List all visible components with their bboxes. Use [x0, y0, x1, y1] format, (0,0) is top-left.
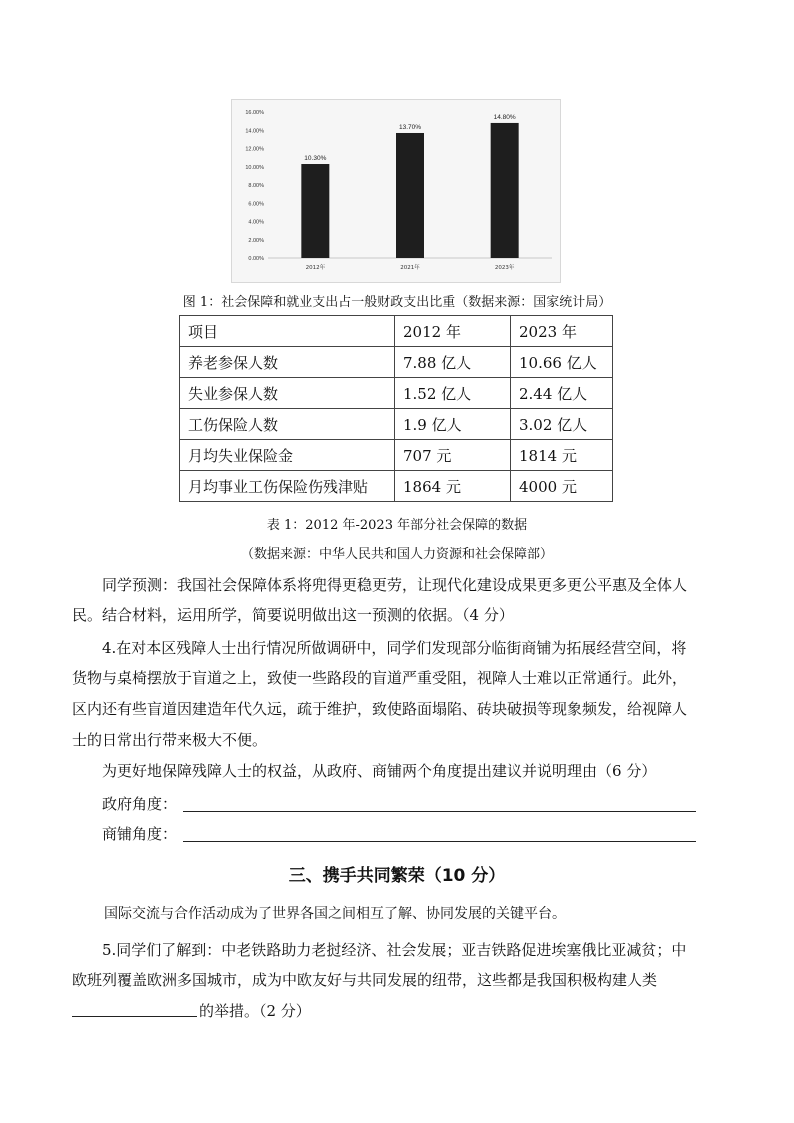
y-tick-label: 8.00%	[248, 183, 264, 189]
table-cell: 1.52 亿人	[395, 378, 511, 409]
table-row	[180, 471, 613, 502]
table-cell: 失业参保人数	[180, 378, 395, 409]
social-security-table	[179, 315, 613, 502]
table-cell: 1814 元	[511, 440, 613, 471]
bar	[491, 123, 519, 258]
table-source: （数据来源：中华人民共和国人力资源和社会保障部）	[240, 547, 553, 562]
y-tick-label: 14.00%	[245, 128, 264, 135]
table-cell: 707 元	[395, 440, 511, 471]
x-tick-label: 2023年	[494, 265, 515, 271]
bar	[301, 164, 329, 258]
x-tick-label: 2012年	[305, 265, 326, 271]
y-tick-label: 12.00%	[245, 146, 264, 153]
q3-line-1: 同学预测：我国社会保障体系将兜得更稳更劳，让现代化建设成果更多更公平惠及全体人	[102, 576, 688, 594]
table-row	[180, 378, 613, 409]
chart-canvas	[232, 100, 560, 282]
q4-line-2: 货物与桌椅摆放于盲道之上，致使一些路段的盲道严重受阻，视障人士难以正常通行。此外，	[72, 669, 688, 687]
y-tick-label: 2.00%	[248, 237, 264, 244]
table-header-cell: 2023 年	[511, 316, 613, 347]
table-row	[180, 409, 613, 440]
x-tick-label: 2021年	[400, 265, 420, 271]
y-tick-label: 16.00%	[245, 110, 264, 116]
table-header-row	[180, 316, 613, 347]
y-tick-label: 0.00%	[248, 256, 264, 262]
table-header-cell: 2012 年	[395, 316, 511, 347]
section-3-title: 三、携手共同繁荣（10 分）	[288, 866, 506, 886]
q5-answer-blank[interactable]	[72, 1016, 197, 1017]
bar	[396, 133, 424, 258]
table-row	[180, 347, 613, 378]
q5-line-3: 的举措。（2 分）	[199, 1002, 311, 1020]
shop-answer-line[interactable]	[183, 841, 696, 842]
shop-answer-label: 商铺角度：	[102, 825, 178, 843]
bar-value-label: 10.30%	[304, 155, 327, 163]
section-3-intro: 国际交流与合作活动成为了世界各国之间相互了解、协同发展的关键平台。	[104, 906, 566, 922]
y-tick-label: 10.00%	[245, 164, 264, 171]
table-cell: 3.02 亿人	[511, 409, 613, 440]
table-cell: 2.44 亿人	[511, 378, 613, 409]
figure-caption: 图 1：社会保障和就业支出占一般财政支出比重（数据来源：国家统计局）	[182, 295, 612, 310]
table-cell: 7.88 亿人	[395, 347, 511, 378]
table-header-cell: 项目	[180, 316, 395, 347]
table-caption: 表 1：2012 年-2023 年部分社会保障的数据	[266, 518, 528, 533]
table-cell: 月均失业保险金	[180, 440, 395, 471]
q3-line-2: 民。结合材料，运用所学，简要说明做出这一预测的依据。（4 分）	[72, 606, 514, 624]
q5-line-2: 欧班列覆盖欧洲多国城市，成为中欧友好与共同发展的纽带，这些都是我国积极构建人类	[72, 971, 658, 989]
bar-value-label: 13.70%	[398, 123, 422, 131]
table-cell: 1.9 亿人	[395, 409, 511, 440]
q4-line-1: 4.在对本区残障人士出行情况所做调研中，同学们发现部分临街商铺为拓展经营空间，将	[102, 639, 687, 657]
q4-line-3: 区内还有些盲道因建造年代久远，疏于维护，致使路面塌陷、砖块破损等现象频发，给视障人	[72, 700, 688, 718]
table-cell: 工伤保险人数	[180, 409, 395, 440]
table-cell: 4000 元	[511, 471, 613, 502]
q4-line-4: 士的日常出行带来极大不便。	[72, 731, 268, 749]
q4-prompt: 为更好地保障残障人士的权益，从政府、商铺两个角度提出建议并说明理由（6 分）	[102, 762, 657, 780]
gov-answer-label: 政府角度：	[102, 795, 178, 813]
y-tick-label: 4.00%	[248, 219, 264, 226]
table-cell: 10.66 亿人	[511, 347, 613, 378]
table-row	[180, 440, 613, 471]
y-tick-label: 6.00%	[248, 201, 264, 208]
q5-line-1: 5.同学们了解到：中老铁路助力老挝经济、社会发展；亚吉铁路促进埃塞俄比亚减贫；中	[102, 941, 687, 959]
table-cell: 1864 元	[395, 471, 511, 502]
table-cell: 养老参保人数	[180, 347, 395, 378]
bar-chart	[231, 99, 561, 283]
bar-value-label: 14.80%	[493, 113, 516, 121]
table-cell: 月均事业工伤保险伤残津贴	[180, 471, 395, 502]
gov-answer-line[interactable]	[183, 811, 696, 812]
